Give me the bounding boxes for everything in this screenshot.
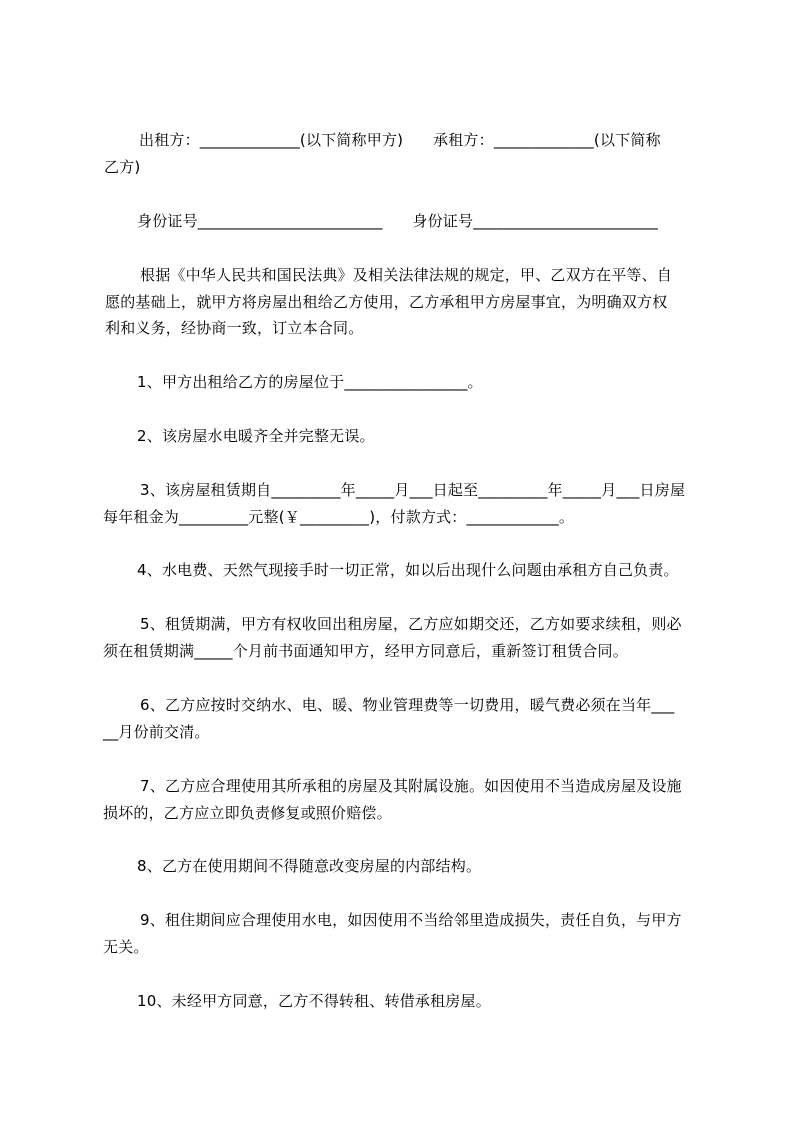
clause-3-line-1: 3、该房屋租赁期自_________年_____月___日起至_________年_____月___日房屋: [140, 481, 686, 499]
clause-6-line-1: 6、乙方应按时交纳水、电、暖、物业管理费等一切费用，暖气费必须在当年___: [140, 696, 675, 714]
clause-2: 2、该房屋水电暖齐全并完整无误。: [137, 427, 375, 445]
clause-1: 1、甲方出租给乙方的房屋位于________________。: [137, 373, 483, 391]
preamble-line-1: 根据《中华人民共和国民法典》及相关法律法规的规定，甲、乙双方在平等、自: [140, 266, 673, 284]
clause-5-line-2: 须在租赁期满_____个月前书面通知甲方，经甲方同意后，重新签订租赁合同。: [103, 642, 628, 660]
clause-6-line-2: __月份前交清。: [103, 723, 210, 741]
clause-10: 10、未经甲方同意，乙方不得转租、转借承租房屋。: [137, 992, 491, 1010]
clause-8: 8、乙方在使用期间不得随意改变房屋的内部结构。: [137, 857, 482, 875]
id-number-line: 身份证号________________________ 身份证号________________________: [137, 212, 659, 230]
clause-7-line-1: 7、乙方应合理使用其所承租的房屋及其附属设施。如因使用不当造成房屋及设施: [140, 777, 682, 795]
clause-4: 4、水电费、天然气现接手时一切正常，如以后出现什么问题由承租方自己负责。: [137, 561, 679, 579]
clause-7-line-2: 损坏的，乙方应立即负责修复或照价赔偿。: [103, 804, 392, 822]
clause-9-line-1: 9、租住期间应合理使用水电，如因使用不当给邻里造成损失，责任自负，与甲方: [140, 911, 682, 929]
clause-5-line-1: 5、租赁期满，甲方有权收回出租房屋，乙方应如期交还，乙方如要求续租，则必: [140, 615, 682, 633]
parties-line-1: 出租方：_____________(以下简称甲方) 承租方：_____________(以下简称: [139, 131, 661, 149]
preamble-line-3: 利和义务，经协商一致，订立本合同。: [105, 319, 364, 337]
preamble-line-2: 愿的基础上，就甲方将房屋出租给乙方使用，乙方承租甲方房屋事宜，为明确双方权: [105, 293, 668, 311]
clause-9-line-2: 无关。: [103, 938, 149, 956]
parties-line-2: 乙方): [104, 158, 141, 176]
clause-3-line-2: 每年租金为_________元整(￥_________)，付款方式：____________。: [103, 508, 575, 526]
